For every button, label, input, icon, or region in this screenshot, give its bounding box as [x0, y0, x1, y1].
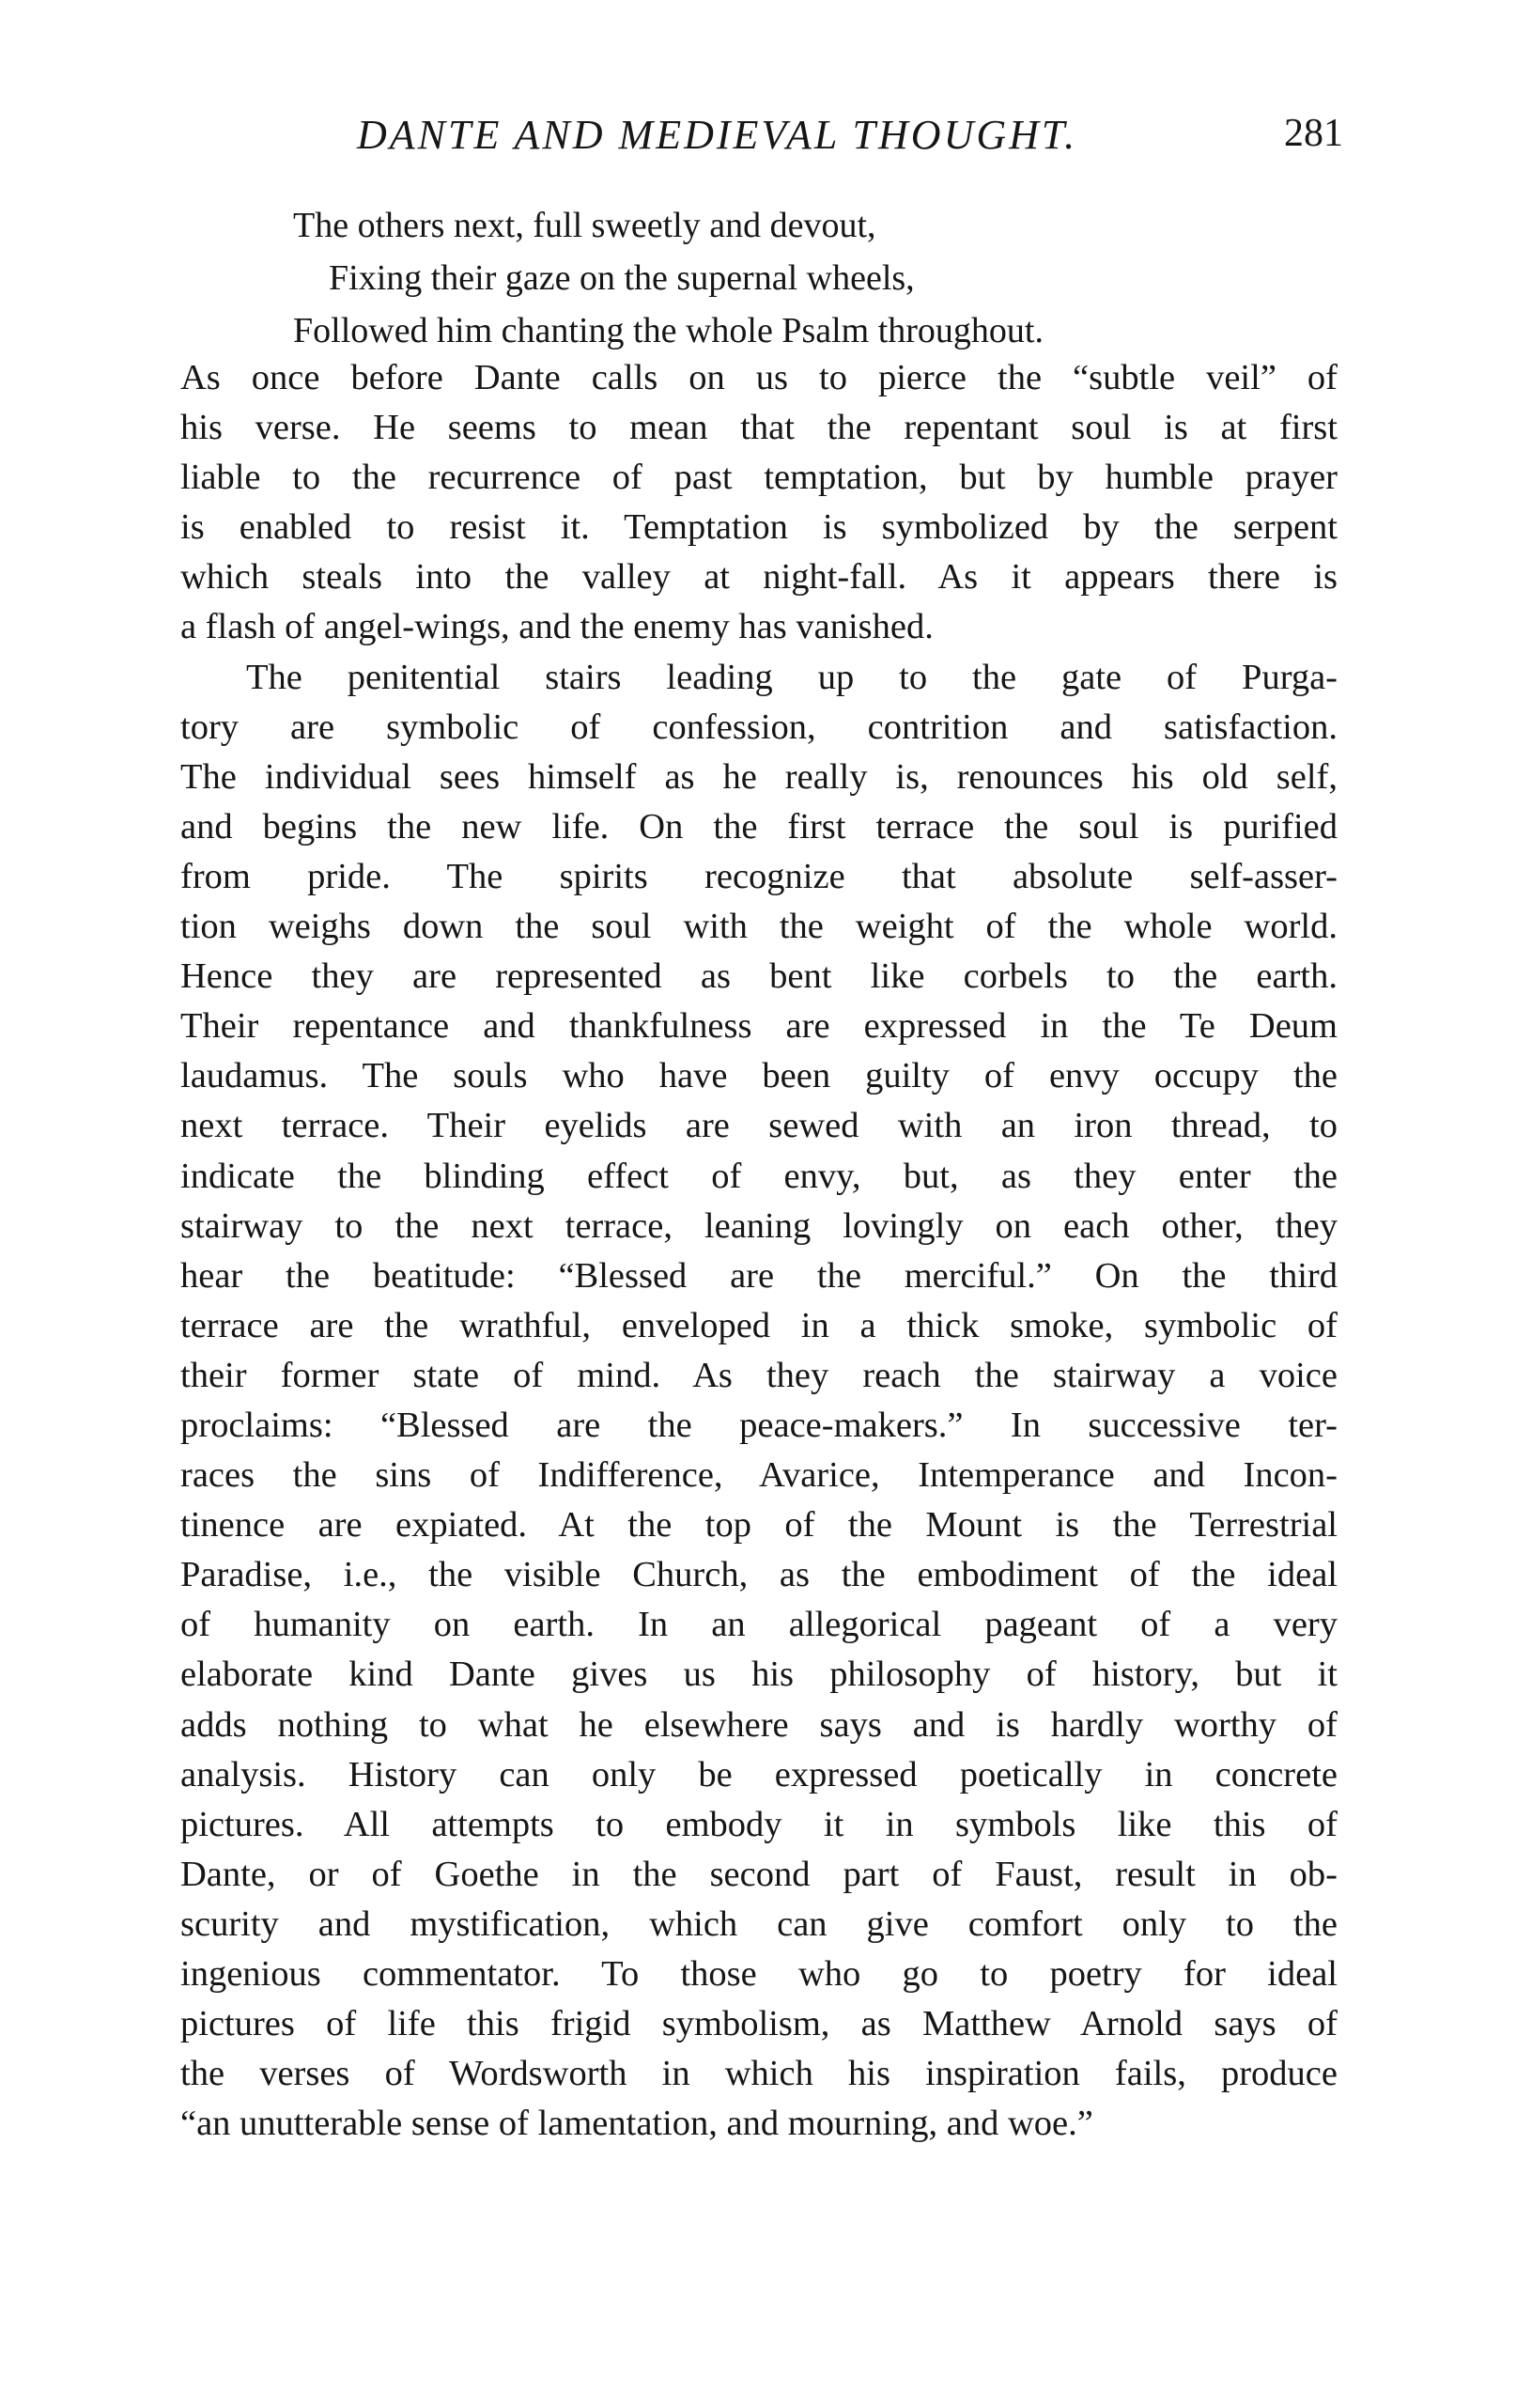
verse-line: Followed him chanting the whole Psalm throughout.	[293, 311, 1044, 350]
text-line: tory are symbolic of confession, contrition and satisfaction.	[180, 707, 1338, 747]
text-line: terrace are the wrathful, enveloped in a thick smoke, symbolic of	[180, 1305, 1338, 1345]
text-line: tion weighs down the soul with the weight of the whole world.	[180, 907, 1338, 947]
text-line: pictures of life this frigid symbolism, as Matthew Arnold says of	[180, 2004, 1338, 2044]
text-line: Paradise, i.e., the visible Church, as the embodiment of the ideal	[180, 1555, 1338, 1595]
text-line: analysis. History can only be expressed poetically in concrete	[180, 1754, 1338, 1794]
text-line: stairway to the next terrace, leaning lovingly on each other, they	[180, 1205, 1338, 1246]
text-line: pictures. All attempts to embody it in symbols like this of	[180, 1804, 1338, 1844]
text-line: of humanity on earth. In an allegorical pageant of a very	[180, 1605, 1338, 1645]
text-line: adds nothing to what he elsewhere says and is hardly worthy of	[180, 1704, 1338, 1745]
paragraph-2	[180, 653, 1338, 2150]
text-line: tinence are expiated. At the top of the Mount is the Terrestrial	[180, 1505, 1338, 1546]
text-line: their former state of mind. As they reach the stairway a voice	[180, 1355, 1338, 1395]
text-line: his verse. He seems to mean that the repentant soul is at first	[180, 408, 1338, 448]
text-line: Their repentance and thankfulness are expressed in the Te Deum	[180, 1006, 1338, 1047]
page-number: 281	[1284, 112, 1343, 155]
text-line: proclaims: “Blessed are the peace-makers.” In successive ter-	[180, 1405, 1338, 1445]
text-line: The penitential stairs leading up to the gate of Purga-	[246, 657, 1338, 697]
text-line: races the sins of Indifference, Avarice, Intemperance and Incon-	[180, 1455, 1338, 1496]
page-header	[357, 111, 1343, 177]
text-line: and begins the new life. On the first terrace the soul is purified	[180, 806, 1338, 847]
text-line: laudamus. The souls who have been guilty of envy occupy the	[180, 1056, 1338, 1096]
text-line: elaborate kind Dante gives us his philosophy of history, but it	[180, 1655, 1338, 1695]
text-line: “an unutterable sense of lamentation, and mourning, and woe.”	[180, 2104, 1093, 2144]
text-line: a flash of angel-wings, and the enemy has vanished.	[180, 607, 934, 647]
text-line: is enabled to resist it. Temptation is symbolized by the serpent	[180, 507, 1338, 548]
text-line: The individual sees himself as he really is, renounces his old self,	[180, 756, 1338, 797]
text-line: scurity and mystification, which can give comfort only to the	[180, 1903, 1338, 1944]
text-line: from pride. The spirits recognize that absolute self-asser-	[180, 856, 1338, 896]
text-line: Hence they are represented as bent like corbels to the earth.	[180, 956, 1338, 997]
text-line: which steals into the valley at night-fall. As it appears there is	[180, 557, 1338, 598]
text-line: liable to the recurrence of past temptation, but by humble prayer	[180, 458, 1338, 498]
verse-quotation	[293, 199, 1373, 357]
verse-line: Fixing their gaze on the supernal wheels,	[329, 258, 915, 298]
text-line: ingenious commentator. To those who go to poetry for ideal	[180, 1954, 1338, 1994]
text-line: Dante, or of Goethe in the second part of Faust, result in ob-	[180, 1854, 1338, 1894]
paragraph-1	[180, 353, 1338, 653]
text-line: next terrace. Their eyelids are sewed with an iron thread, to	[180, 1106, 1338, 1146]
text-line: As once before Dante calls on us to pierce the “subtle veil” of	[180, 358, 1338, 397]
body-text	[180, 353, 1338, 2149]
text-line: indicate the blinding effect of envy, but, as they enter the	[180, 1156, 1338, 1196]
verse-line: The others next, full sweetly and devout,	[293, 206, 876, 245]
running-title: DANTE AND MEDIEVAL THOUGHT.	[357, 112, 1078, 158]
text-line: hear the beatitude: “Blessed are the merciful.” On the third	[180, 1255, 1338, 1296]
text-line: the verses of Wordsworth in which his inspiration fails, produce	[180, 2054, 1338, 2094]
